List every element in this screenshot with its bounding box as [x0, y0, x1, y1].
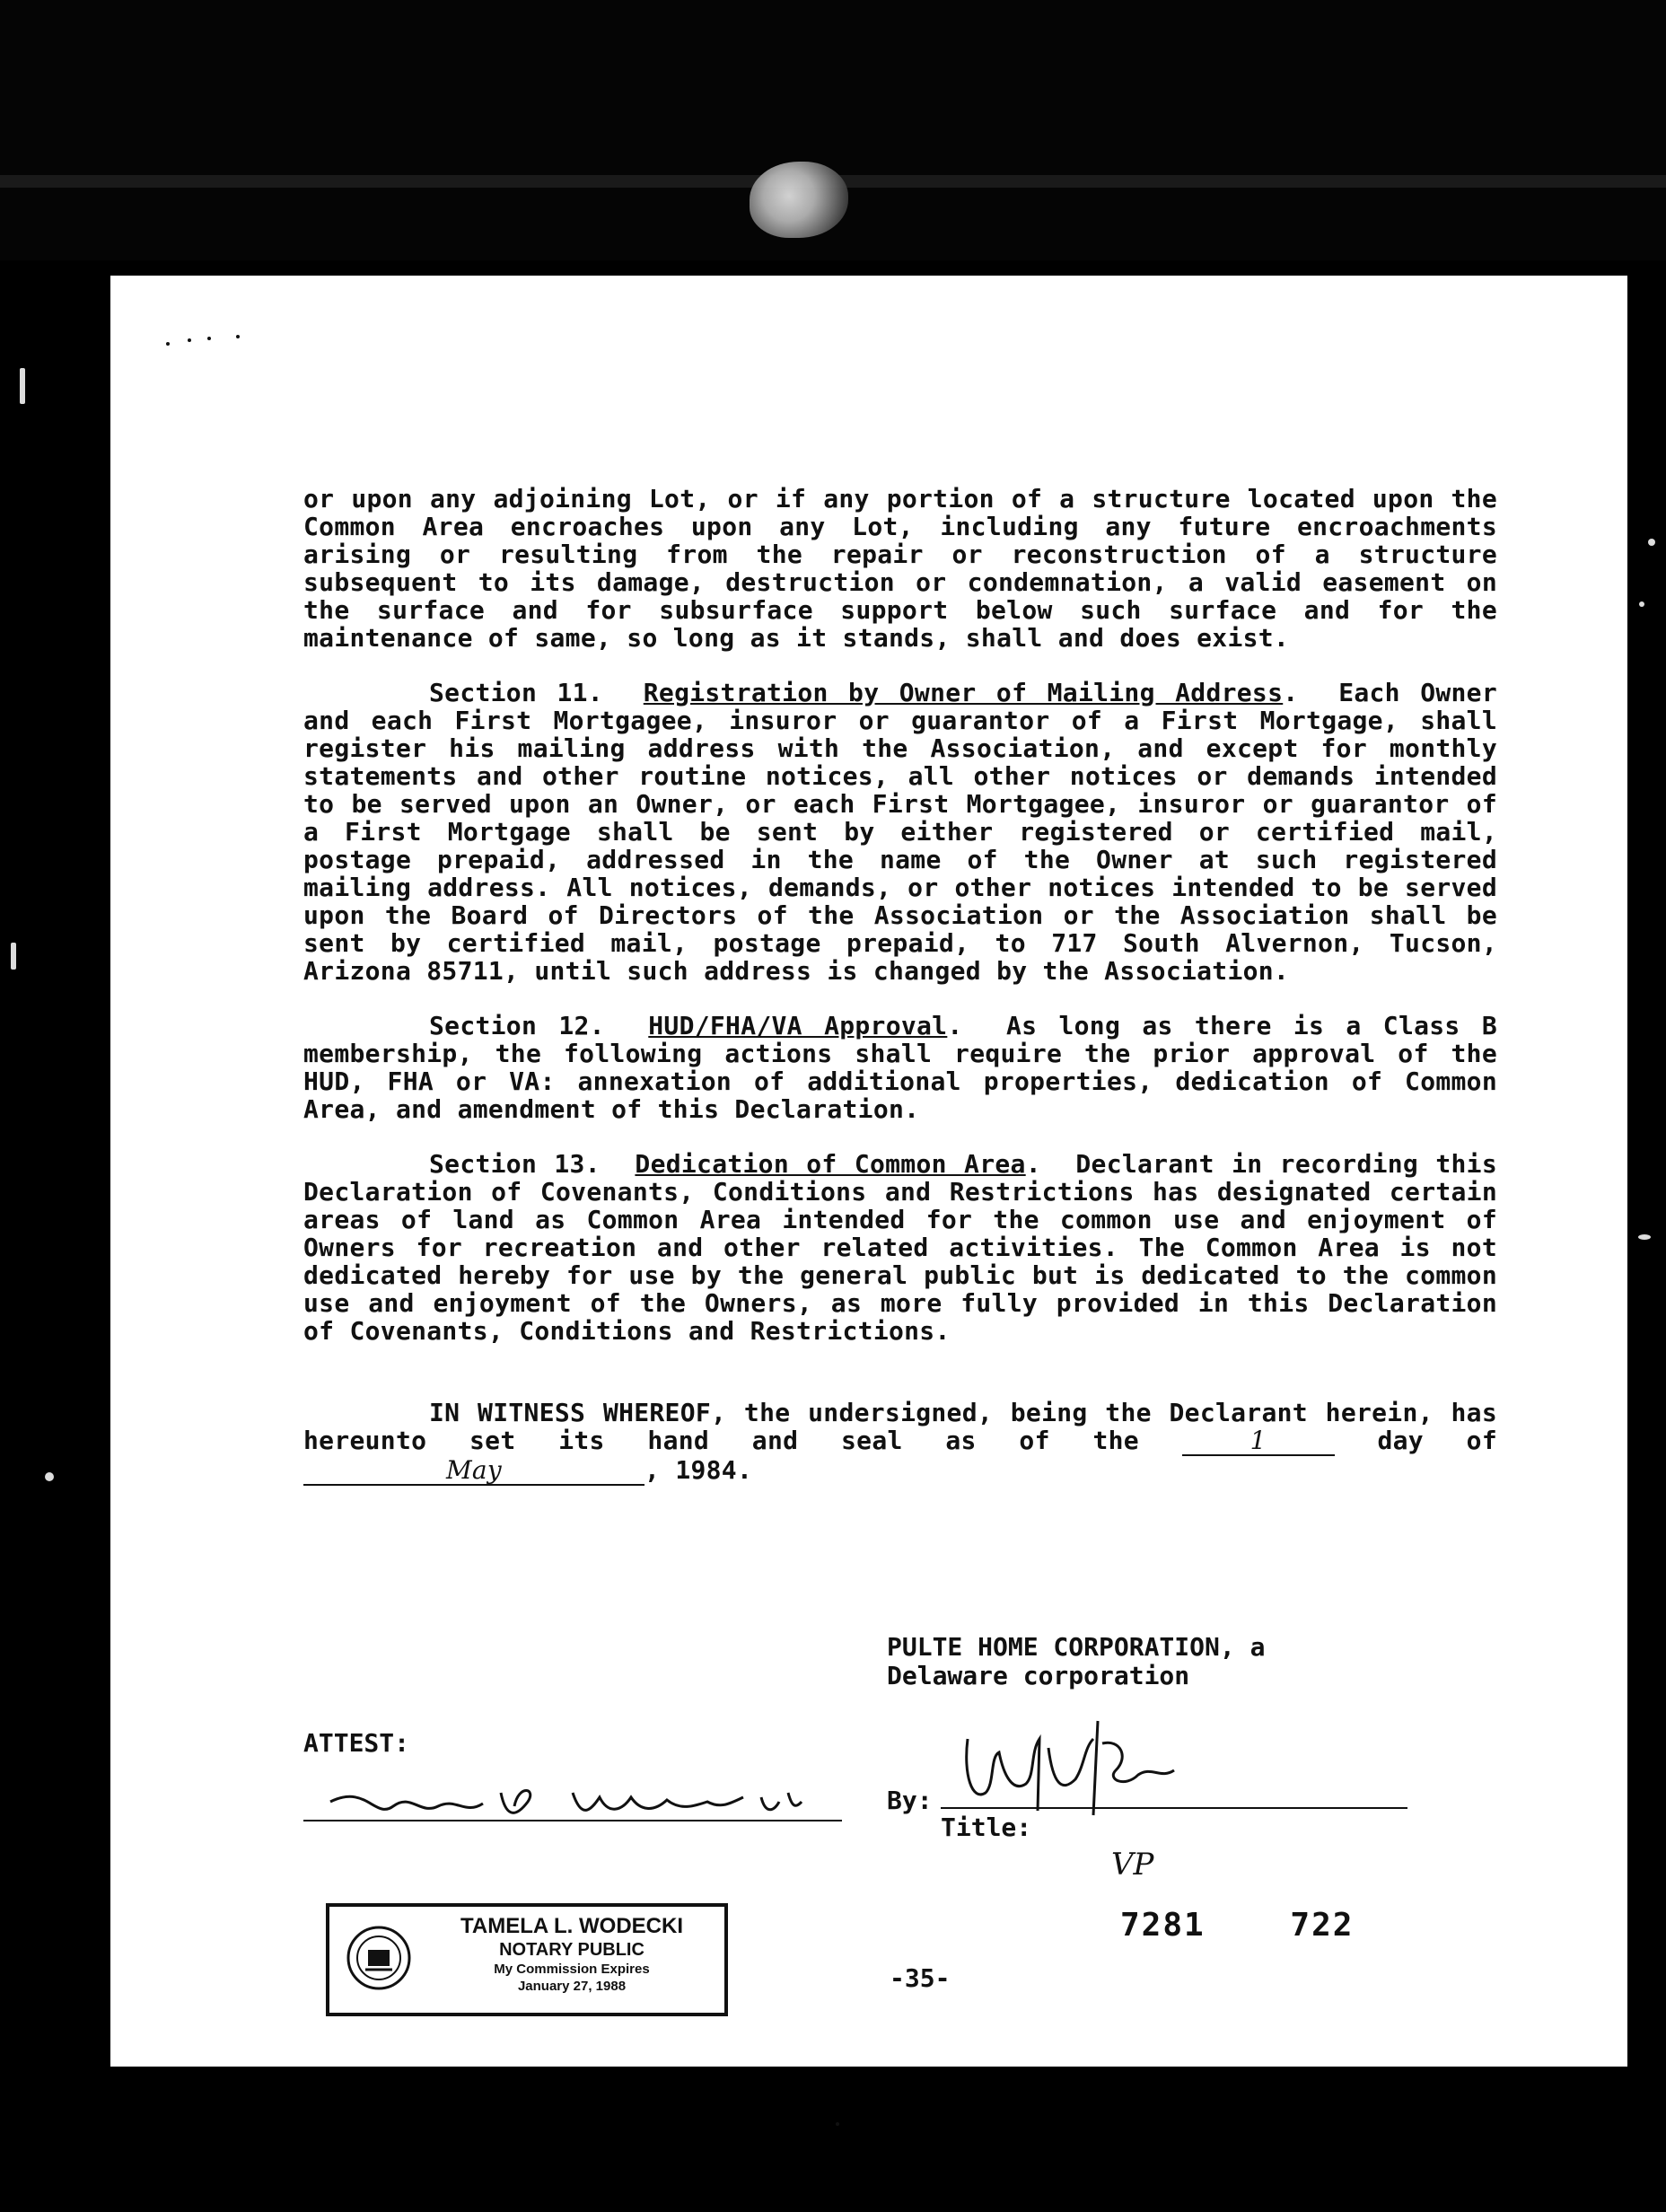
- corporation-name: [887, 1633, 1265, 1690]
- witness-day-of: day of: [1377, 1426, 1497, 1455]
- notary-name: TAMELA L. WODECKI: [460, 1914, 683, 1938]
- attest-label: ATTEST:: [303, 1728, 410, 1758]
- section-12-body: As long as there is a Class B membership, the following actions shall require the prior approval of the HUD, FHA or VA: annexation of additional properties, dedication of Common Area, and amendment of this Declaration.: [303, 1011, 1497, 1124]
- notary-commission-date: January 27, 1988: [517, 1979, 627, 1994]
- month-field: May: [303, 1456, 644, 1486]
- opening-paragraph: or upon any adjoining Lot, or if any portion of a structure located upon the Common Area encroaches upon any Lot, including any future encroachments arising or resulting from the repair or reconstruction of a structure subsequent to its damage, destruction or condemnation, a valid easement on the surface and for subsurface support below such surface and for the maintenance of same, so long as it stands, shall and does exist.: [303, 484, 1497, 653]
- by-label: By:: [887, 1786, 933, 1815]
- docket-number: 7281: [1120, 1907, 1206, 1944]
- by-signature: [950, 1703, 1192, 1820]
- notary-seal-icon: [346, 1925, 412, 1991]
- witness-text: IN WITNESS WHEREOF, the undersigned, being the Declarant herein, has hereunto set its hand and seal as of the: [303, 1398, 1497, 1455]
- docket-page: 722: [1290, 1907, 1355, 1944]
- corporation-line-1: PULTE HOME CORPORATION, a: [887, 1632, 1266, 1662]
- section-12-heading: HUD/FHA/VA Approval: [648, 1011, 948, 1040]
- notary-title: NOTARY PUBLIC: [499, 1940, 644, 1960]
- notary-commission-label: My Commission Expires: [494, 1962, 650, 1977]
- paper-clip-blot: [750, 162, 848, 238]
- section-11-number: Section 11.: [429, 678, 603, 707]
- scan-top-band: [0, 0, 1666, 260]
- section-11-heading: Registration by Owner of Mailing Address: [643, 678, 1284, 707]
- section-13-heading: Dedication of Common Area: [635, 1149, 1026, 1179]
- attest-signature-line: [303, 1820, 842, 1821]
- witness-year: , 1984.: [644, 1455, 753, 1485]
- recording-number: [1120, 1907, 1354, 1944]
- section-13: Section 13. Dedication of Common Area. Declarant in recording this Declaration of Covenants, Conditions and Restrictions has designated certain areas of land as Common Area intended for the common use and enjoyment of Owners for recreation and other related activities. The Common Area is not dedicated hereby for use by the general public but is dedicated to the common use and enjoyment of the Owners, as more fully provided in this Declaration of Covenants, Conditions and Restrictions.: [303, 1149, 1497, 1346]
- day-field: 1: [1182, 1426, 1335, 1456]
- title-label: Title:: [941, 1813, 1032, 1842]
- section-13-body: Declarant in recording this Declaration of Covenants, Conditions and Restrictions has designated certain areas of land as Common Area intended for the common use and enjoyment of Owners for recreation and other related activities. The Common Area is not dedicated hereby for use by the general public but is dedicated to the common use and enjoyment of the Owners, as more fully provided in this Declaration of Covenants, Conditions and Restrictions.: [303, 1149, 1497, 1346]
- document-page: [110, 276, 1627, 2067]
- section-12-number: Section 12.: [429, 1011, 605, 1040]
- witness-clause: [303, 1399, 1497, 1486]
- corporation-line-2: Delaware corporation: [887, 1661, 1190, 1690]
- section-12: Section 12. HUD/FHA/VA Approval. As long as there is a Class B membership, the following actions shall require the prior approval of the HUD, FHA or VA: annexation of additional properties, dedication of Common Area, and amendment of this Declaration.: [303, 1011, 1497, 1124]
- section-13-number: Section 13.: [429, 1149, 601, 1179]
- title-value: VP: [1111, 1847, 1154, 1883]
- notary-stamp: [326, 1903, 728, 2016]
- document-body: [303, 485, 1497, 1513]
- notary-stamp-text: [428, 1914, 715, 1995]
- section-11-body: Each Owner and each First Mortgagee, insuror or guarantor of a First Mortgage, shall register his mailing address with the Association, and except for monthly statements and other routine notices, all other notices or demands intended to be served upon an Owner, or each First Mortgagee, insuror or guarantor of a First Mortgage shall be sent by either registered or certified mail, postage prepaid, addressed in the name of the Owner at such registered mailing address. All notices, demands, or other notices intended to be served upon the Board of Directors of the Association or the Association shall be sent by certified mail, postage prepaid, to 717 South Alvernon, Tucson, Arizona 85711, until such address is changed by the Association.: [303, 678, 1497, 986]
- section-11: Section 11. Registration by Owner of Mailing Address. Each Owner and each First Mortgagee, insuror or guarantor of a First Mortgage, shall register his mailing address with the Association, and except for monthly statements and other routine notices, all other notices or demands intended to be served upon an Owner, or each First Mortgagee, insuror or guarantor of a First Mortgage shall be sent by either registered or certified mail, postage prepaid, addressed in the name of the Owner at such registered mailing address. All notices, demands, or other notices intended to be served upon the Board of Directors of the Association or the Association shall be sent by certified mail, postage prepaid, to 717 South Alvernon, Tucson, Arizona 85711, until such address is changed by the Association.: [303, 678, 1497, 986]
- page-number: -35-: [890, 1963, 951, 1993]
